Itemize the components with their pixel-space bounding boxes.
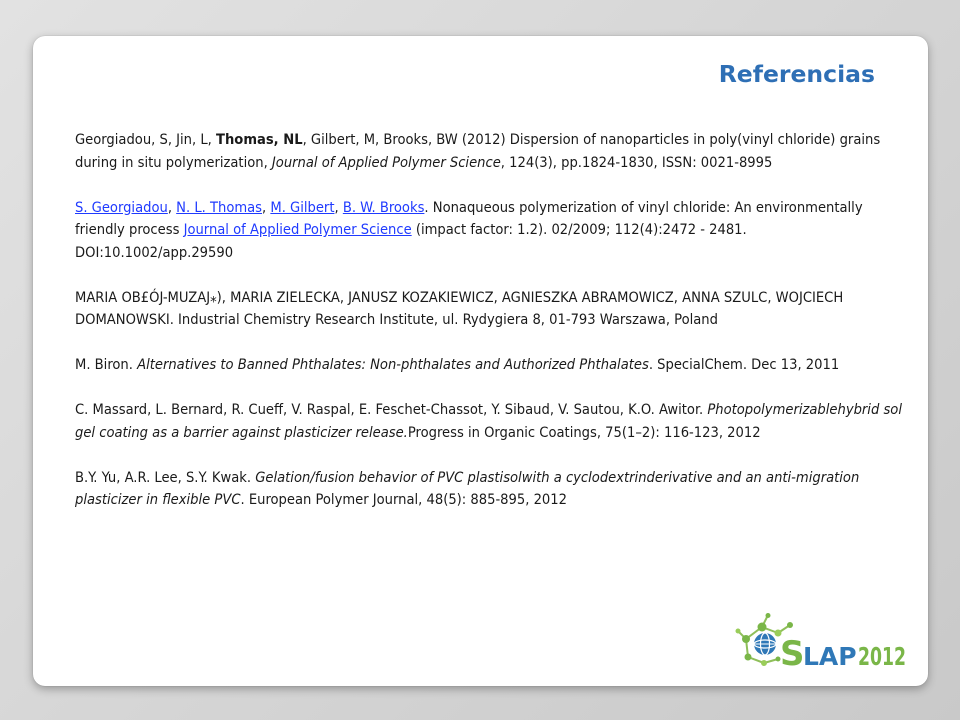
ref1-rest: , 124(3), pp.1824-1830, ISSN: 0021-8995 (500, 153, 773, 171)
ref6-authors: B.Y. Yu, A.R. Lee, S.Y. Kwak. (75, 468, 256, 486)
ref1-title: , Gilbert, M, Brooks, BW (2012) Dispersion of nanoparticles in poly(vinyl chloride) grains during in situ polymerization, (75, 131, 881, 171)
ref5-authors: C. Massard, L. Bernard, R. Cueff, V. Raspal, E. Feschet-Chassot, Y. Sibaud, V. Sautou, K.O. Awitor. (75, 401, 708, 418)
logo-text-year: 2012 (858, 642, 906, 671)
references-list (75, 129, 905, 534)
slide-title: Referencias (718, 60, 875, 88)
author-link-brooks[interactable]: B. W. Brooks (342, 198, 425, 216)
ref2-title: . Nonaqueous polymerization of vinyl chloride: An environmentally friendly process (75, 198, 863, 238)
ref2-rest: (impact factor: 1.2). 02/2009; 112(4):2472 - 2481. DOI:10.1002/app.29590 (75, 221, 747, 261)
author-link-georgiadou[interactable]: S. Georgiadou (75, 198, 168, 216)
author-separator: , (334, 198, 343, 216)
reference-1 (75, 129, 905, 174)
ref4-title: Alternatives to Banned Phthalates: Non-phthalates and Authorized Phthalates (137, 356, 649, 373)
ref5-title: Photopolymerizablehybrid sol gel coating as a barrier against plasticizer release. (75, 401, 902, 441)
globe-icon (754, 633, 776, 655)
ref1-journal: Journal of Applied Polymer Science (271, 153, 501, 171)
ref1-authors: Georgiadou, S, Jin, L, (75, 131, 216, 148)
slap2012-logo (732, 613, 912, 675)
slap2012-logo-graphic (732, 613, 912, 675)
reference-2 (75, 197, 905, 265)
reference-3 (75, 287, 905, 332)
logo-text-lap: LAP (803, 642, 857, 671)
author-link-gilbert[interactable]: M. Gilbert (270, 198, 335, 216)
ref6-title: Gelation/fusion behavior of PVC plastisolwith a cyclodextrinderivative and an anti-migration plasticizer in flexible PVC (75, 468, 860, 508)
ref4-authors: M. Biron. (75, 356, 138, 373)
journal-link[interactable]: Journal of Applied Polymer Science (183, 221, 412, 238)
reference-6 (75, 467, 905, 512)
author-separator: , (262, 198, 271, 216)
logo-letter-s: S (780, 634, 805, 674)
reference-5 (75, 399, 905, 444)
ref4-rest: . SpecialChem. Dec 13, 2011 (648, 356, 840, 373)
ref5-rest: Progress in Organic Coatings, 75(1–2): 116-123, 2012 (407, 423, 761, 441)
author-link-thomas[interactable]: N. L. Thomas (176, 198, 263, 216)
ref1-author-bold: Thomas, NL (216, 131, 303, 148)
ref6-rest: . European Polymer Journal, 48(5): 885-895, 2012 (240, 491, 567, 508)
author-separator: , (167, 198, 177, 216)
reference-4 (75, 354, 905, 377)
ref3-text: MARIA OB£ÓJ-MUZAJ⁎), MARIA ZIELECKA, JANUSZ KOZAKIEWICZ, AGNIESZKA ABRAMOWICZ, ANNA SZULC, WOJCIECH DOMANOWSKI. Industrial Chemistry Research Institute, ul. Rydygiera 8, 01-793 Warszawa, Poland (75, 288, 844, 328)
